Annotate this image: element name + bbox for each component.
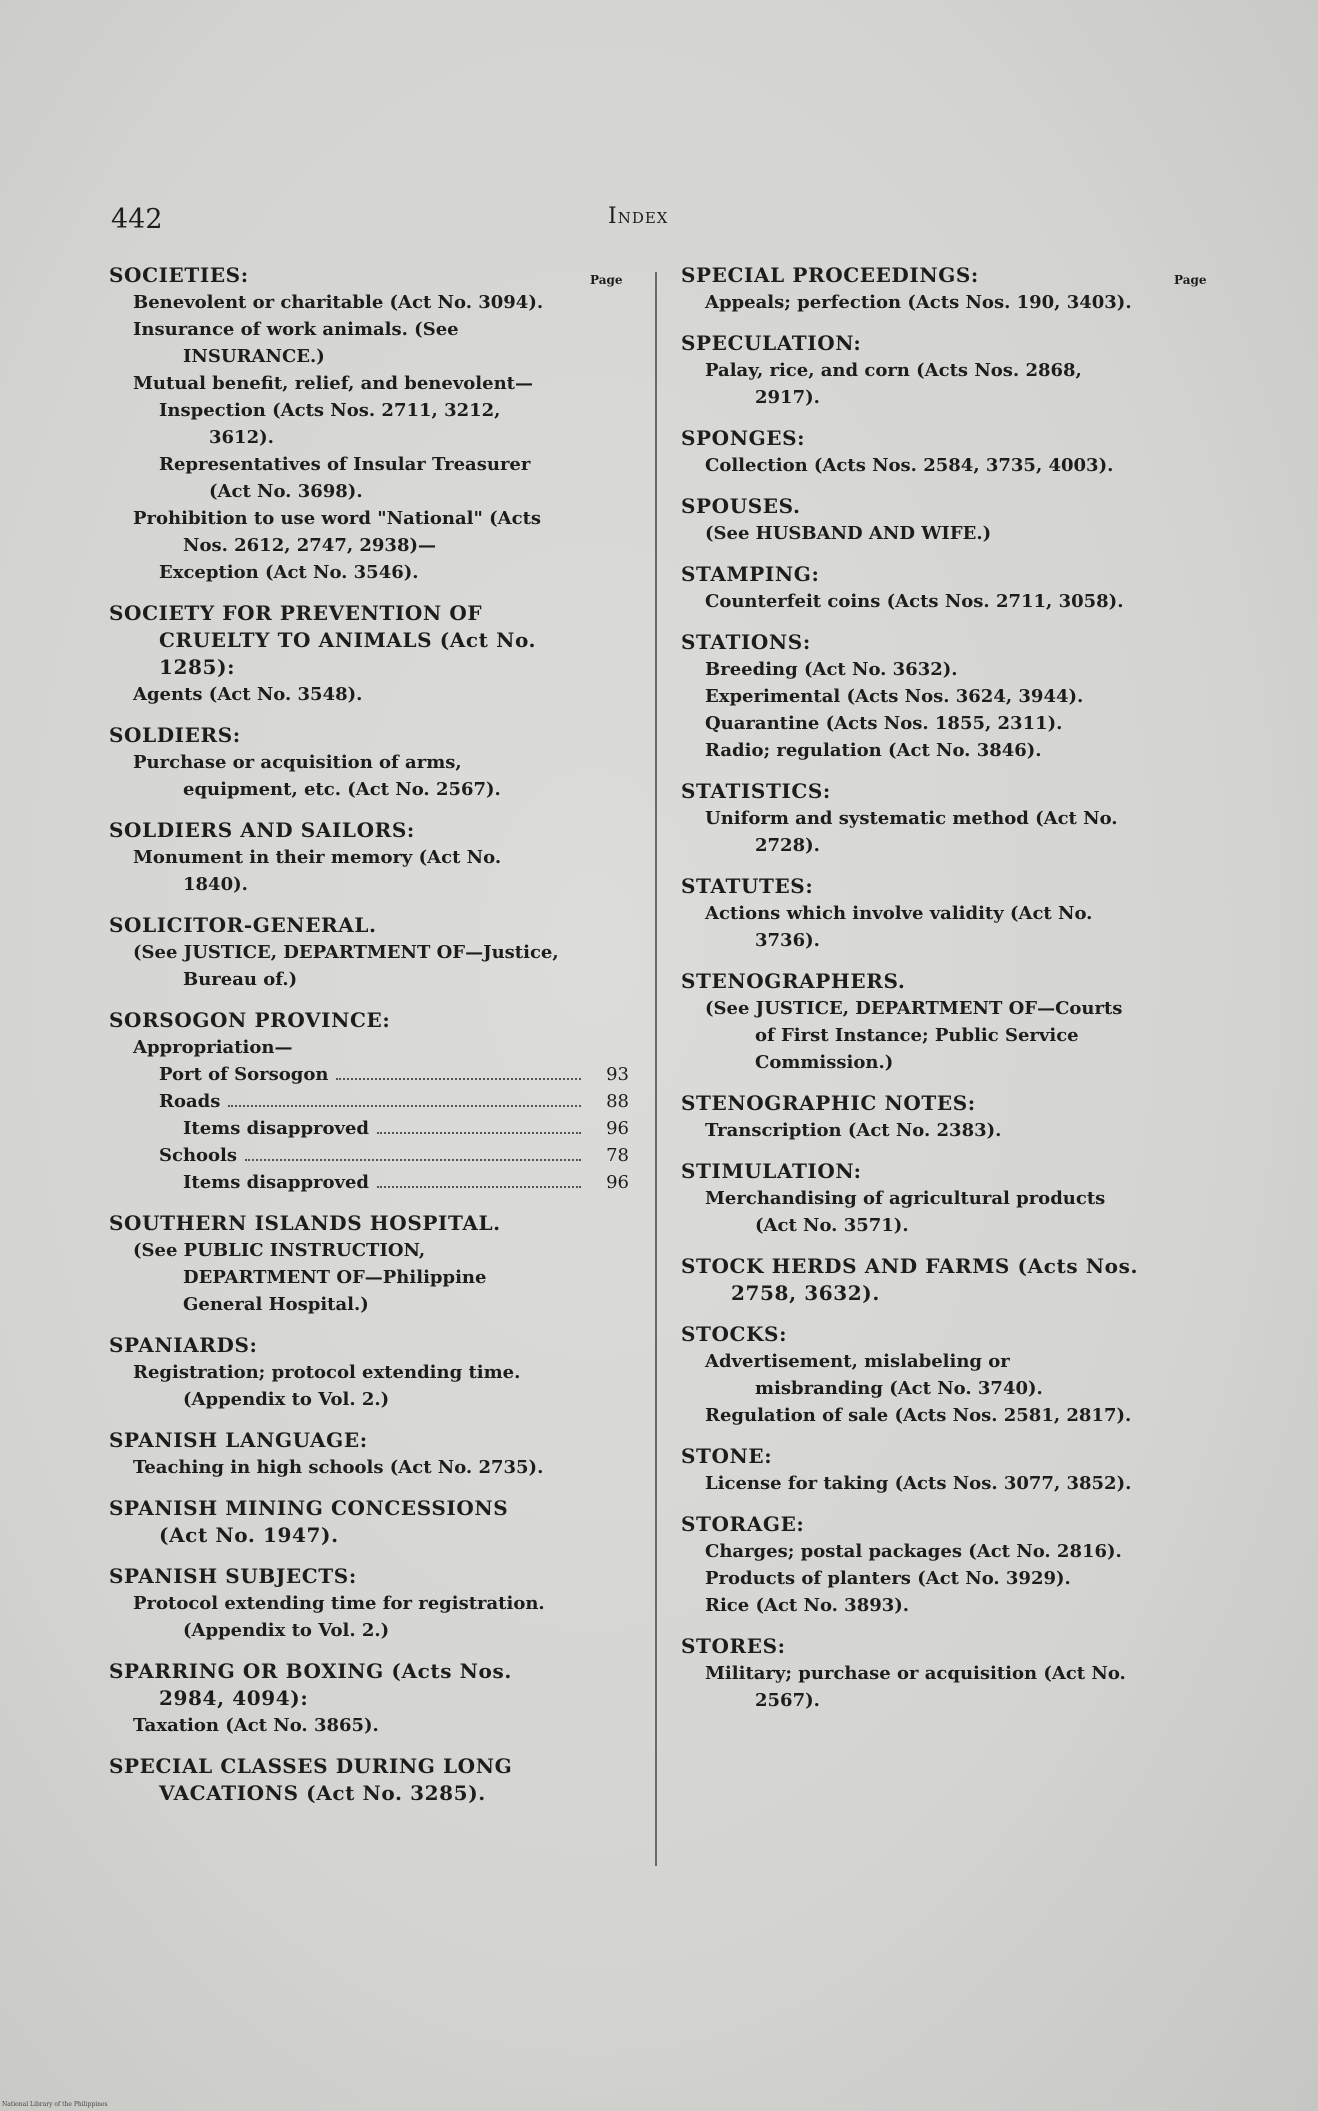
entry-subline: Quarantine (Acts Nos. 1855, 2311). — [705, 713, 1063, 734]
entry-heading: SOUTHERN ISLANDS HOSPITAL. — [109, 1211, 501, 1235]
index-entry — [109, 1210, 559, 1318]
leader-text: Roads — [159, 1091, 221, 1112]
index-entry — [681, 1158, 1141, 1239]
page-ref: 96 — [606, 1172, 629, 1193]
entry-leader-line — [109, 1169, 629, 1196]
index-entry — [681, 262, 1141, 316]
entry-heading: SPANIARDS: — [109, 1333, 258, 1357]
entry-heading: SPOUSES. — [681, 494, 801, 518]
leader-text: Items disapproved — [183, 1172, 370, 1193]
index-entry — [681, 425, 1141, 479]
entry-heading: STIMULATION: — [681, 1159, 862, 1183]
entry-subline: (See PUBLIC INSTRUCTION, DEPARTMENT OF—Philippine General Hospital.) — [133, 1240, 487, 1315]
entry-subline: Appeals; perfection (Acts Nos. 190, 3403). — [705, 292, 1132, 313]
index-entry — [109, 1753, 559, 1807]
footer-credit: National Library of the Philippines — [2, 2101, 108, 2108]
page-number: 442 — [111, 204, 163, 235]
entry-heading: SPANISH MINING CONCESSIONS (Act No. 1947). — [109, 1496, 509, 1547]
entry-heading: SORSOGON PROVINCE: — [109, 1008, 391, 1032]
page-ref: 88 — [606, 1091, 629, 1112]
entry-heading: STOCKS: — [681, 1322, 788, 1346]
entry-subline: Exception (Act No. 3546). — [159, 562, 419, 583]
entry-subline: Agents (Act No. 3548). — [133, 684, 363, 705]
entry-heading: STATIONS: — [681, 630, 811, 654]
index-entry — [681, 629, 1141, 764]
entry-subline: Uniform and systematic method (Act No. 2728). — [705, 808, 1118, 856]
entry-subline: Purchase or acquisition of arms, equipment, etc. (Act No. 2567). — [133, 752, 501, 800]
entry-leader-line — [109, 1088, 629, 1115]
entry-subline: Mutual benefit, relief, and benevolent— — [133, 373, 533, 394]
entry-heading: STORES: — [681, 1634, 786, 1658]
index-entry — [681, 561, 1141, 615]
index-entry — [681, 873, 1141, 954]
index-entry — [109, 817, 559, 898]
dot-leader — [377, 1186, 581, 1188]
entry-subline: Actions which involve validity (Act No. 3736). — [705, 903, 1093, 951]
entry-subline: Counterfeit coins (Acts Nos. 2711, 3058). — [705, 591, 1124, 612]
index-entry — [681, 1511, 1141, 1619]
entry-subline: Representatives of Insular Treasurer (Act No. 3698). — [159, 454, 531, 502]
index-entry — [681, 778, 1141, 859]
index-entry — [681, 1321, 1141, 1429]
entry-heading: SPECIAL CLASSES DURING LONG VACATIONS (Act No. 3285). — [109, 1754, 513, 1805]
entry-heading: SOCIETIES: — [109, 263, 249, 287]
entry-subline: Teaching in high schools (Act No. 2735). — [133, 1457, 544, 1478]
index-entry — [109, 1658, 559, 1739]
entry-heading: SPECIAL PROCEEDINGS: — [681, 263, 979, 287]
index-entry — [681, 493, 1141, 547]
entry-subline: Benevolent or charitable (Act No. 3094). — [133, 292, 544, 313]
entry-subline: Rice (Act No. 3893). — [705, 1595, 910, 1616]
entry-heading: STORAGE: — [681, 1512, 805, 1536]
index-entry — [681, 1253, 1141, 1307]
entry-leader-line — [109, 1061, 629, 1088]
column-divider — [655, 272, 657, 1866]
index-entry — [109, 1495, 559, 1549]
index-entry — [681, 1633, 1141, 1714]
entry-heading: SPANISH LANGUAGE: — [109, 1428, 368, 1452]
entry-subline: Merchandising of agricultural products (Act No. 3571). — [705, 1188, 1106, 1236]
leader-text: Schools — [159, 1145, 238, 1166]
index-entry — [109, 912, 559, 993]
index-entry — [109, 1563, 559, 1644]
entry-heading: SOLICITOR-GENERAL. — [109, 913, 377, 937]
entry-heading: SOLDIERS: — [109, 723, 241, 747]
entry-subline: Registration; protocol extending time. (Appendix to Vol. 2.) — [133, 1362, 521, 1410]
entry-heading: SPONGES: — [681, 426, 806, 450]
entry-heading: SOCIETY FOR PREVENTION OF CRUELTY TO ANIMALS (Act No. 1285): — [109, 601, 537, 679]
entry-subline: Collection (Acts Nos. 2584, 3735, 4003). — [705, 455, 1114, 476]
entry-subline: Monument in their memory (Act No. 1840). — [133, 847, 502, 895]
leader-text: Port of Sorsogon — [159, 1064, 329, 1085]
entry-heading: STATUTES: — [681, 874, 814, 898]
entry-heading: STENOGRAPHERS. — [681, 969, 906, 993]
entry-subline: Experimental (Acts Nos. 3624, 3944). — [705, 686, 1084, 707]
entry-heading: SPARRING OR BOXING (Acts Nos. 2984, 4094): — [109, 1659, 512, 1710]
index-entry — [109, 1332, 559, 1413]
entry-subline: Taxation (Act No. 3865). — [133, 1715, 379, 1736]
index-entry — [681, 968, 1141, 1076]
index-entry — [681, 330, 1141, 411]
index-entry — [109, 1007, 629, 1196]
entry-subline: Advertisement, mislabeling or misbranding (Act No. 3740). — [705, 1351, 1043, 1399]
entry-subline: Charges; postal packages (Act No. 2816). — [705, 1541, 1122, 1562]
entry-heading: STONE: — [681, 1444, 773, 1468]
dot-leader — [336, 1078, 581, 1080]
entry-subline: Insurance of work animals. (See INSURANCE.) — [133, 319, 459, 367]
page-ref: 96 — [606, 1118, 629, 1139]
page-column-label-right: Page — [1174, 273, 1207, 287]
dot-leader — [377, 1132, 581, 1134]
dot-leader — [245, 1159, 581, 1161]
entry-heading: SPECULATION: — [681, 331, 862, 355]
entry-subline: Prohibition to use word "National" (Acts Nos. 2612, 2747, 2938)— — [133, 508, 542, 556]
entry-subline: Military; purchase or acquisition (Act No. 2567). — [705, 1663, 1126, 1711]
entry-heading: SPANISH SUBJECTS: — [109, 1564, 357, 1588]
page-ref: 93 — [606, 1064, 629, 1085]
index-entry — [109, 1427, 559, 1481]
entry-heading: STATISTICS: — [681, 779, 831, 803]
entry-heading: SOLDIERS AND SAILORS: — [109, 818, 415, 842]
entry-subline: Radio; regulation (Act No. 3846). — [705, 740, 1042, 761]
entry-subline: Regulation of sale (Acts Nos. 2581, 2817). — [705, 1405, 1132, 1426]
entry-subline: Palay, rice, and corn (Acts Nos. 2868, 2917). — [705, 360, 1082, 408]
dot-leader — [228, 1105, 581, 1107]
entry-subline: Appropriation— — [133, 1037, 293, 1058]
entry-subline: Transcription (Act No. 2383). — [705, 1120, 1002, 1141]
entry-leader-line — [109, 1142, 629, 1169]
entry-subline: (See HUSBAND AND WIFE.) — [705, 523, 992, 544]
index-entry — [109, 722, 559, 803]
page-ref: 78 — [606, 1145, 629, 1166]
index-column-right — [681, 262, 1141, 1728]
entry-heading: STAMPING: — [681, 562, 820, 586]
entry-subline: Protocol extending time for registration. (Appendix to Vol. 2.) — [133, 1593, 545, 1641]
entry-heading: STENOGRAPHIC NOTES: — [681, 1091, 976, 1115]
index-entry — [681, 1443, 1141, 1497]
entry-heading: STOCK HERDS AND FARMS (Acts Nos. 2758, 3632). — [681, 1254, 1139, 1305]
index-entry — [109, 600, 559, 708]
entry-subline: Products of planters (Act No. 3929). — [705, 1568, 1071, 1589]
entry-leader-line — [109, 1115, 629, 1142]
running-title: Index — [608, 204, 669, 229]
leader-text: Items disapproved — [183, 1118, 370, 1139]
index-entry — [681, 1090, 1141, 1144]
page-column-label-left: Page — [590, 273, 623, 287]
entry-subline: Breeding (Act No. 3632). — [705, 659, 958, 680]
entry-subline: Inspection (Acts Nos. 2711, 3212, 3612). — [159, 400, 501, 448]
entry-subline: (See JUSTICE, DEPARTMENT OF—Justice, Bureau of.) — [133, 942, 559, 990]
index-entry — [109, 262, 559, 586]
entry-subline: (See JUSTICE, DEPARTMENT OF—Courts of First Instance; Public Service Commission.) — [705, 998, 1123, 1073]
entry-subline: License for taking (Acts Nos. 3077, 3852). — [705, 1473, 1132, 1494]
